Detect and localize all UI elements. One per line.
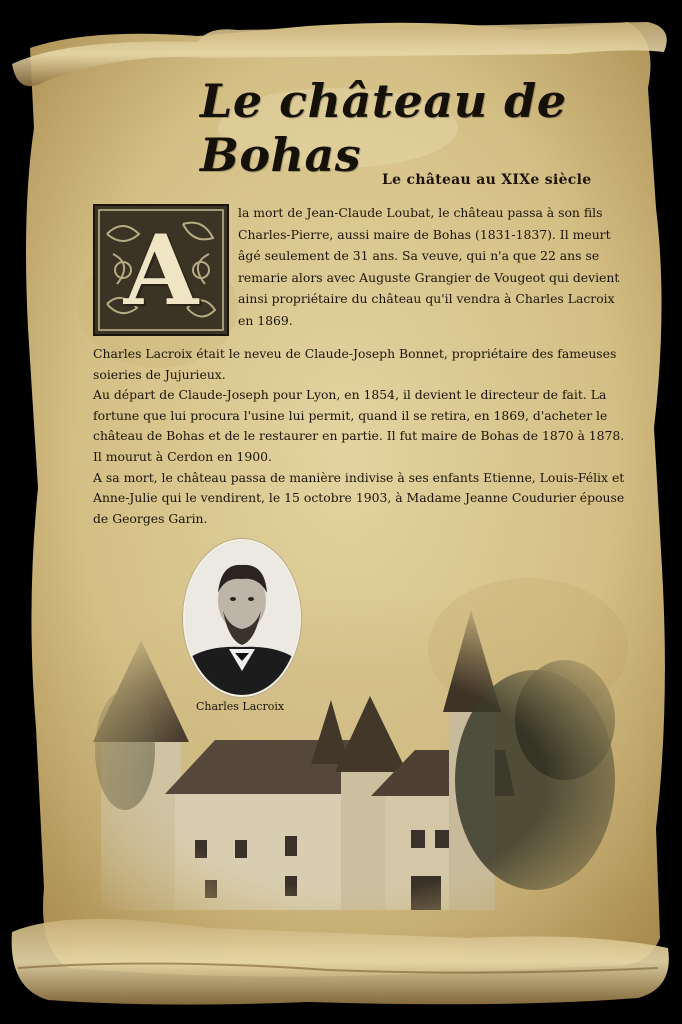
portrait-caption: Charles Lacroix <box>195 700 285 713</box>
body-paragraph: A sa mort, le château passa de manière indivise à ses enfants Etienne, Louis-Félix et Anne-Julie qui le vendirent, le 15 octobre 1903, à Madame Jeanne Coudurier épouse de Georges Garin. <box>93 469 625 526</box>
decorative-dropcap <box>93 204 229 336</box>
body-paragraph: Au départ de Claude-Joseph pour Lyon, en 1854, il devient le directeur de fait. La fortune que lui procura l'usine lui permit, quand il se retira, en 1869, d'acheter le château de Bohas et de le restaurer en partie. Il fut maire de Bohas de 1870 à 1878. Il mourut à Cerdon en 1900. <box>93 387 625 464</box>
castle-photo <box>65 600 645 930</box>
section-subtitle: Le château au XIXe siècle <box>382 172 592 188</box>
portrait-image <box>185 541 299 695</box>
body-text <box>93 344 633 529</box>
portrait-photo <box>183 539 301 697</box>
body-paragraph: Charles Lacroix était le neveu de Claude-Joseph Bonnet, propriétaire des fameuses soieries de Jujurieux. <box>93 346 617 382</box>
page-title: Le château de Bohas <box>200 74 567 182</box>
dropcap-letter: A <box>123 213 199 327</box>
intro-paragraph: la mort de Jean-Claude Loubat, le château passa à son fils Charles-Pierre, aussi maire de Bohas (1831-1837). Il meurt âgé seulement de 31 ans. Sa veuve, qui n'a que 22 ans se remarie alors avec Auguste Grangier de Vougeot qui devient ainsi propriétaire du château qu'il vendra à Charles Lacroix en 1869. <box>238 205 620 328</box>
